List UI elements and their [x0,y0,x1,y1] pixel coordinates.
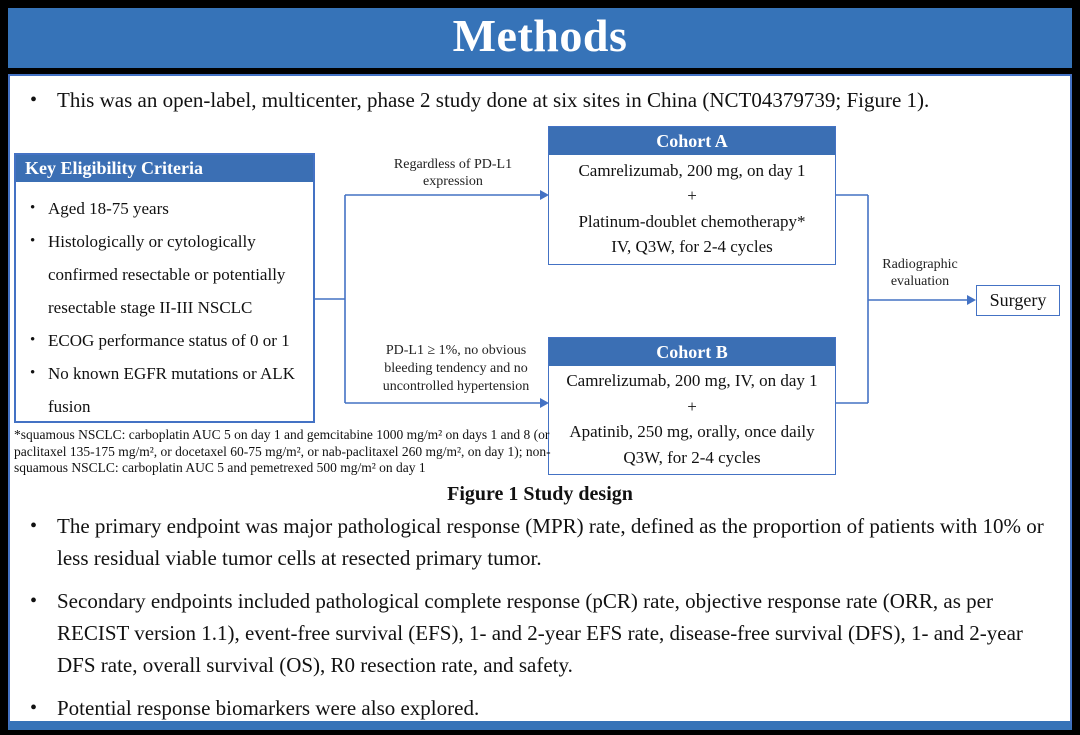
eligibility-list [16,192,313,423]
branch-label-top: Regardless of PD-L1 expression [393,157,513,189]
slide-content [8,74,1072,730]
cohort-b-header: Cohort B [549,338,835,366]
title-bar [8,8,1072,68]
page-title: Methods [452,10,628,61]
cohort-a-body: Camrelizumab, 200 mg, on day 1 + Platinum-doublet chemotherapy* IV, Q3W, for 2-4 cycles [578,160,806,257]
eligibility-header: Key Eligibility Criteria [16,155,313,182]
cohort-a-header: Cohort A [549,127,835,155]
branch-label-bottom: PD-L1 ≥ 1%, no obvious bleeding tendency and no uncontrolled hypertension [382,343,530,394]
eligibility-item: • Histologically or cytologically confirmed resectable or potentially resectable stage II-III NSCLC [26,225,307,324]
eligibility-item: • No known EGFR mutations or ALK fusion [26,357,307,423]
surgery-label: Surgery [989,290,1047,310]
bullet-biomarkers: • Potential response biomarkers were also explored. [24,692,1052,724]
surgery-box [976,285,1060,316]
eligibility-box [14,153,315,423]
bullet-secondary-endpoints: • Secondary endpoints included pathological complete response (pCR) rate, objective response rate (ORR, as per RECIST version 1.1), event-free survival (EFS), 1- and 2-year EFS rate, disease-free survival (DFS), 1- and 2-year DFS rate, overall survival (OS), R0 resection rate, and safety. [24,585,1052,681]
cohort-b-box [548,337,836,475]
cohort-a-box [548,126,836,265]
endpoint-bullets [24,510,1052,735]
figure-caption: Figure 1 Study design [447,483,633,505]
intro-bullet-text: This was an open-label, multicenter, phase 2 study done at six sites in China (NCT04379739; Figure 1). [57,88,930,112]
eligibility-item: • ECOG performance status of 0 or 1 [26,324,307,357]
eligibility-item: • Aged 18-75 years [26,192,307,225]
cohort-b-body: Camrelizumab, 200 mg, IV, on day 1 + Apatinib, 250 mg, orally, once daily Q3W, for 2-4 cycles [566,371,818,467]
bullet-primary-endpoint: • The primary endpoint was major pathological response (MPR) rate, defined as the proportion of patients with 10% or less residual viable tumor cells at resected primary tumor. [24,510,1052,574]
radiographic-label: Radiographic evaluation [882,257,958,289]
chemo-footnote: *squamous NSCLC: carboplatin AUC 5 on day 1 and gemcitabine 1000 mg/m² on days 1 and 8 (or paclitaxel 135-175 mg/m², or docetaxel 60-75 mg/m², or nab-paclitaxel 260 mg/m², on day 1); non-squamous NSCLC: carboplatin AUC 5 and pemetrexed 500 mg/m² on day 1 [14,427,551,475]
